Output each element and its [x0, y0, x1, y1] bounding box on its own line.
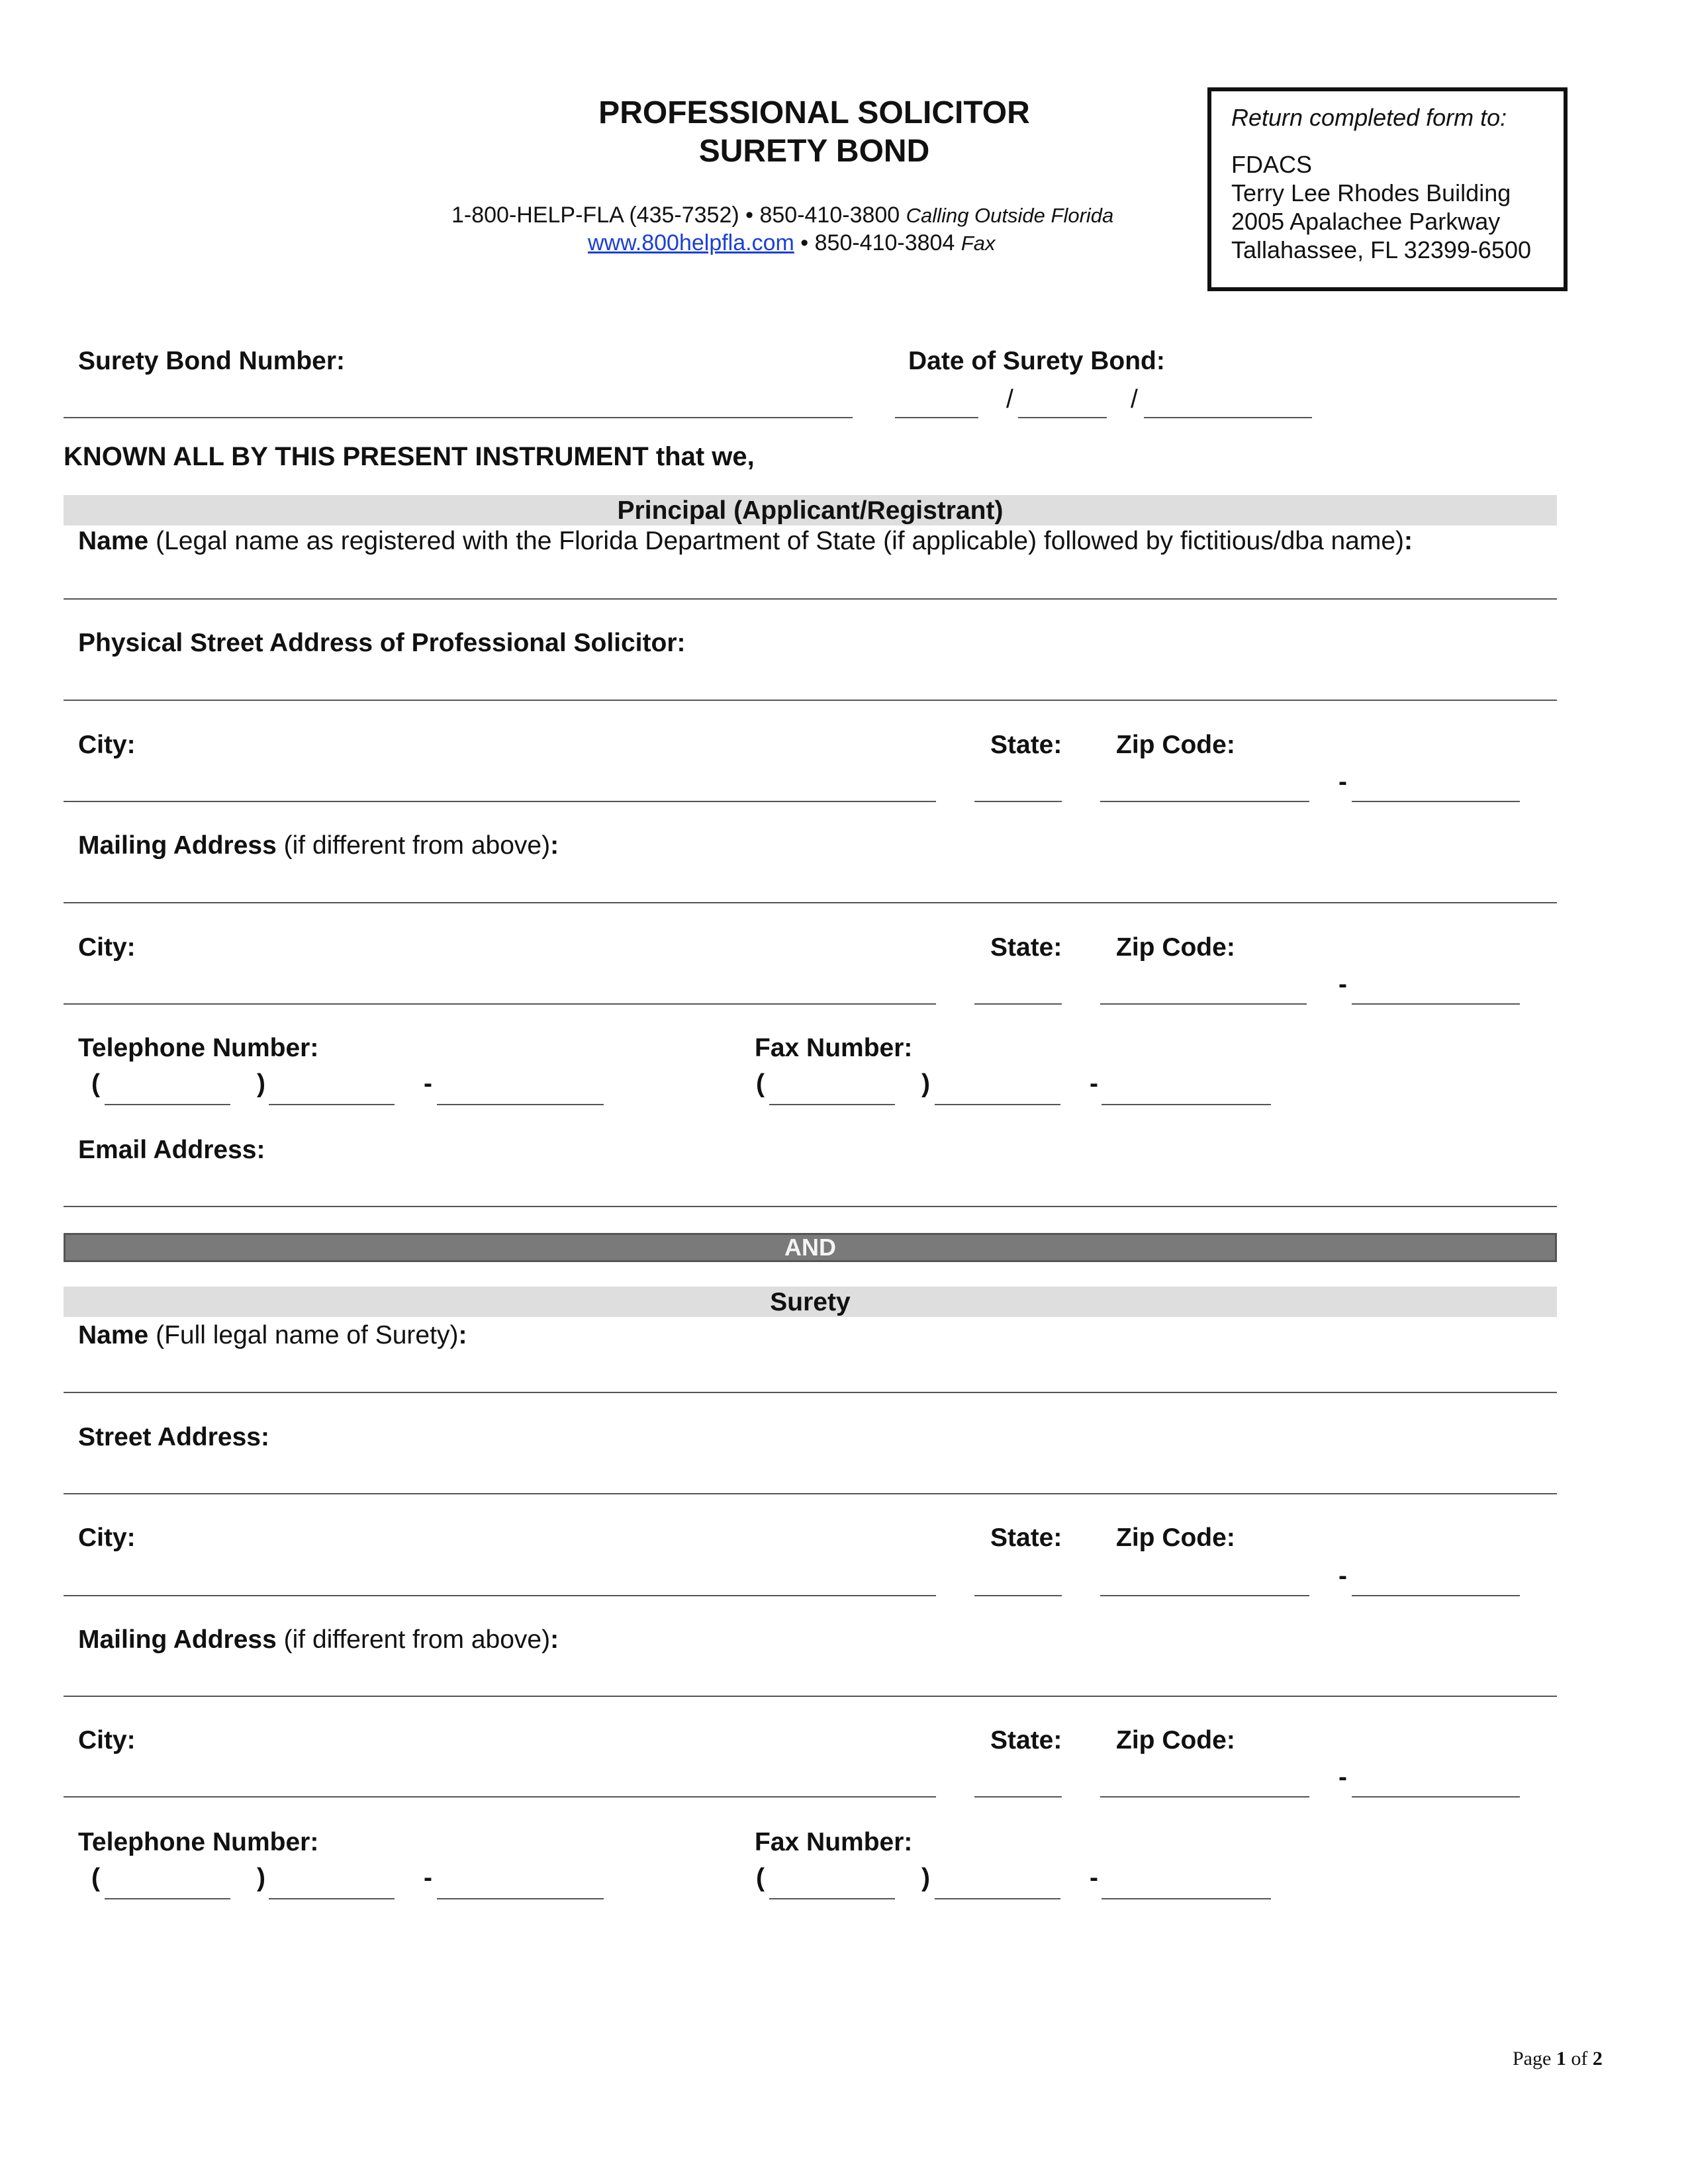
surety-bond-number-label: Surety Bond Number: — [78, 347, 346, 375]
principal-email-label: Email Address: — [78, 1136, 265, 1164]
bond-date-month-field[interactable] — [895, 417, 978, 418]
surety-section-header: Surety — [64, 1287, 1557, 1317]
paren-open: ( — [91, 1864, 100, 1892]
surety-mailing-zip-ext-field[interactable] — [1352, 1796, 1520, 1797]
surety-street-field[interactable] — [64, 1493, 1557, 1494]
principal-phone-line-field[interactable] — [437, 1104, 604, 1105]
surety-mailing-zip-field[interactable] — [1100, 1796, 1309, 1797]
contact-phone-line — [451, 203, 1113, 228]
paren-open: ( — [756, 1069, 765, 1098]
date-separator: / — [1131, 385, 1138, 414]
surety-mailing-state-label: State: — [990, 1726, 1062, 1754]
surety-zip-label: Zip Code: — [1116, 1524, 1235, 1552]
website-link[interactable]: www.800helpfla.com — [588, 230, 794, 255]
phone-dash: - — [424, 1864, 432, 1892]
surety-mailing-label: Mailing Address (if different from above): — [78, 1625, 559, 1654]
principal-phone-prefix-field[interactable] — [269, 1104, 395, 1105]
surety-state-field[interactable] — [974, 1595, 1062, 1596]
surety-phone-line-field[interactable] — [437, 1898, 604, 1899]
date-separator: / — [1006, 385, 1013, 414]
zip-dash: - — [1338, 1763, 1347, 1792]
principal-name-field[interactable] — [64, 598, 1557, 600]
surety-fax-line-field[interactable] — [1102, 1898, 1271, 1899]
phone-dash: - — [424, 1069, 432, 1098]
date-of-surety-bond-label: Date of Surety Bond: — [908, 347, 1165, 375]
surety-fax-label: Fax Number: — [755, 1828, 913, 1856]
principal-fax-area-field[interactable] — [769, 1104, 895, 1105]
return-address-box — [1207, 87, 1568, 291]
principal-state-label: State: — [990, 731, 1062, 759]
zip-dash: - — [1338, 970, 1347, 999]
and-divider: AND — [64, 1233, 1557, 1262]
surety-name-label: Name (Full legal name of Surety): — [78, 1321, 467, 1349]
surety-street-label: Street Address: — [78, 1423, 269, 1451]
intro-statement: KNOWN ALL BY THIS PRESENT INSTRUMENT that we, — [64, 442, 755, 471]
surety-mailing-state-field[interactable] — [974, 1796, 1062, 1797]
surety-phone-area-field[interactable] — [105, 1898, 230, 1899]
phone-note: Calling Outside Florida — [906, 204, 1114, 227]
physical-address-label: Physical Street Address of Professional Solicitor: — [78, 629, 686, 657]
principal-mailing-city-label: City: — [78, 933, 136, 962]
surety-state-label: State: — [990, 1524, 1062, 1552]
principal-mailing-field[interactable] — [64, 902, 1557, 903]
paren-open: ( — [91, 1069, 100, 1098]
page-number: Page 1 of 2 — [1513, 2048, 1603, 2070]
principal-zip-field[interactable] — [1100, 801, 1309, 802]
return-heading: Return completed form to: — [1231, 104, 1507, 131]
paren-close: ) — [257, 1069, 265, 1098]
surety-zip-ext-field[interactable] — [1352, 1595, 1520, 1596]
form-subtitle: SURETY BOND — [698, 134, 930, 169]
principal-city-field[interactable] — [64, 801, 936, 802]
principal-zip-label: Zip Code: — [1116, 731, 1235, 759]
surety-mailing-city-label: City: — [78, 1726, 136, 1754]
fax-dash: - — [1090, 1069, 1098, 1098]
form-title: PROFESSIONAL SOLICITOR — [598, 95, 1030, 130]
surety-fax-area-field[interactable] — [769, 1898, 895, 1899]
paren-close: ) — [257, 1864, 265, 1892]
principal-email-field[interactable] — [64, 1206, 1557, 1207]
surety-mailing-zip-label: Zip Code: — [1116, 1726, 1235, 1754]
principal-fax-label: Fax Number: — [755, 1034, 913, 1062]
surety-city-label: City: — [78, 1524, 136, 1552]
principal-zip-ext-field[interactable] — [1352, 801, 1520, 802]
principal-section-header: Principal (Applicant/Registrant) — [64, 495, 1557, 525]
surety-fax-prefix-field[interactable] — [935, 1898, 1060, 1899]
principal-state-field[interactable] — [974, 801, 1062, 802]
surety-name-field[interactable] — [64, 1392, 1557, 1393]
principal-city-label: City: — [78, 731, 136, 759]
principal-mailing-state-label: State: — [990, 933, 1062, 962]
principal-mailing-state-field[interactable] — [974, 1003, 1062, 1005]
return-line-4: Tallahassee, FL 32399-6500 — [1231, 236, 1531, 263]
return-line-1: FDACS — [1231, 151, 1313, 178]
surety-mailing-field[interactable] — [64, 1696, 1557, 1697]
principal-fax-prefix-field[interactable] — [935, 1104, 1060, 1105]
principal-mailing-zip-ext-field[interactable] — [1352, 1003, 1520, 1005]
surety-phone-prefix-field[interactable] — [269, 1898, 395, 1899]
zip-dash: - — [1338, 768, 1347, 796]
paren-close: ) — [921, 1069, 930, 1098]
fax-dash: - — [1090, 1864, 1098, 1892]
principal-mailing-city-field[interactable] — [64, 1003, 936, 1005]
bond-date-year-field[interactable] — [1144, 417, 1312, 418]
phone-numbers: 1-800-HELP-FLA (435-7352) • 850-410-3800 — [451, 203, 900, 228]
return-line-3: 2005 Apalachee Parkway — [1231, 208, 1501, 235]
fax-number-text: • 850-410-3804 — [800, 230, 955, 255]
principal-mailing-zip-field[interactable] — [1100, 1003, 1307, 1005]
principal-mailing-label: Mailing Address (if different from above): — [78, 831, 559, 860]
principal-mailing-zip-label: Zip Code: — [1116, 933, 1235, 962]
return-line-2: Terry Lee Rhodes Building — [1231, 179, 1511, 206]
principal-name-label: Name (Legal name as registered with the Florida Department of State (if applicable) followed by fictitious/dba name): — [78, 527, 1413, 555]
surety-mailing-city-field[interactable] — [64, 1796, 936, 1797]
surety-city-field[interactable] — [64, 1595, 936, 1596]
bond-date-day-field[interactable] — [1018, 417, 1107, 418]
principal-fax-line-field[interactable] — [1102, 1104, 1271, 1105]
physical-address-field[interactable] — [64, 700, 1557, 701]
paren-open: ( — [756, 1864, 765, 1892]
paren-close: ) — [921, 1864, 930, 1892]
surety-bond-number-field[interactable] — [64, 417, 853, 418]
fax-note: Fax — [961, 232, 996, 255]
surety-zip-field[interactable] — [1100, 1595, 1309, 1596]
surety-telephone-label: Telephone Number: — [78, 1828, 319, 1856]
principal-telephone-label: Telephone Number: — [78, 1034, 319, 1062]
zip-dash: - — [1338, 1562, 1347, 1590]
contact-web-line — [588, 230, 996, 256]
principal-phone-area-field[interactable] — [105, 1104, 230, 1105]
